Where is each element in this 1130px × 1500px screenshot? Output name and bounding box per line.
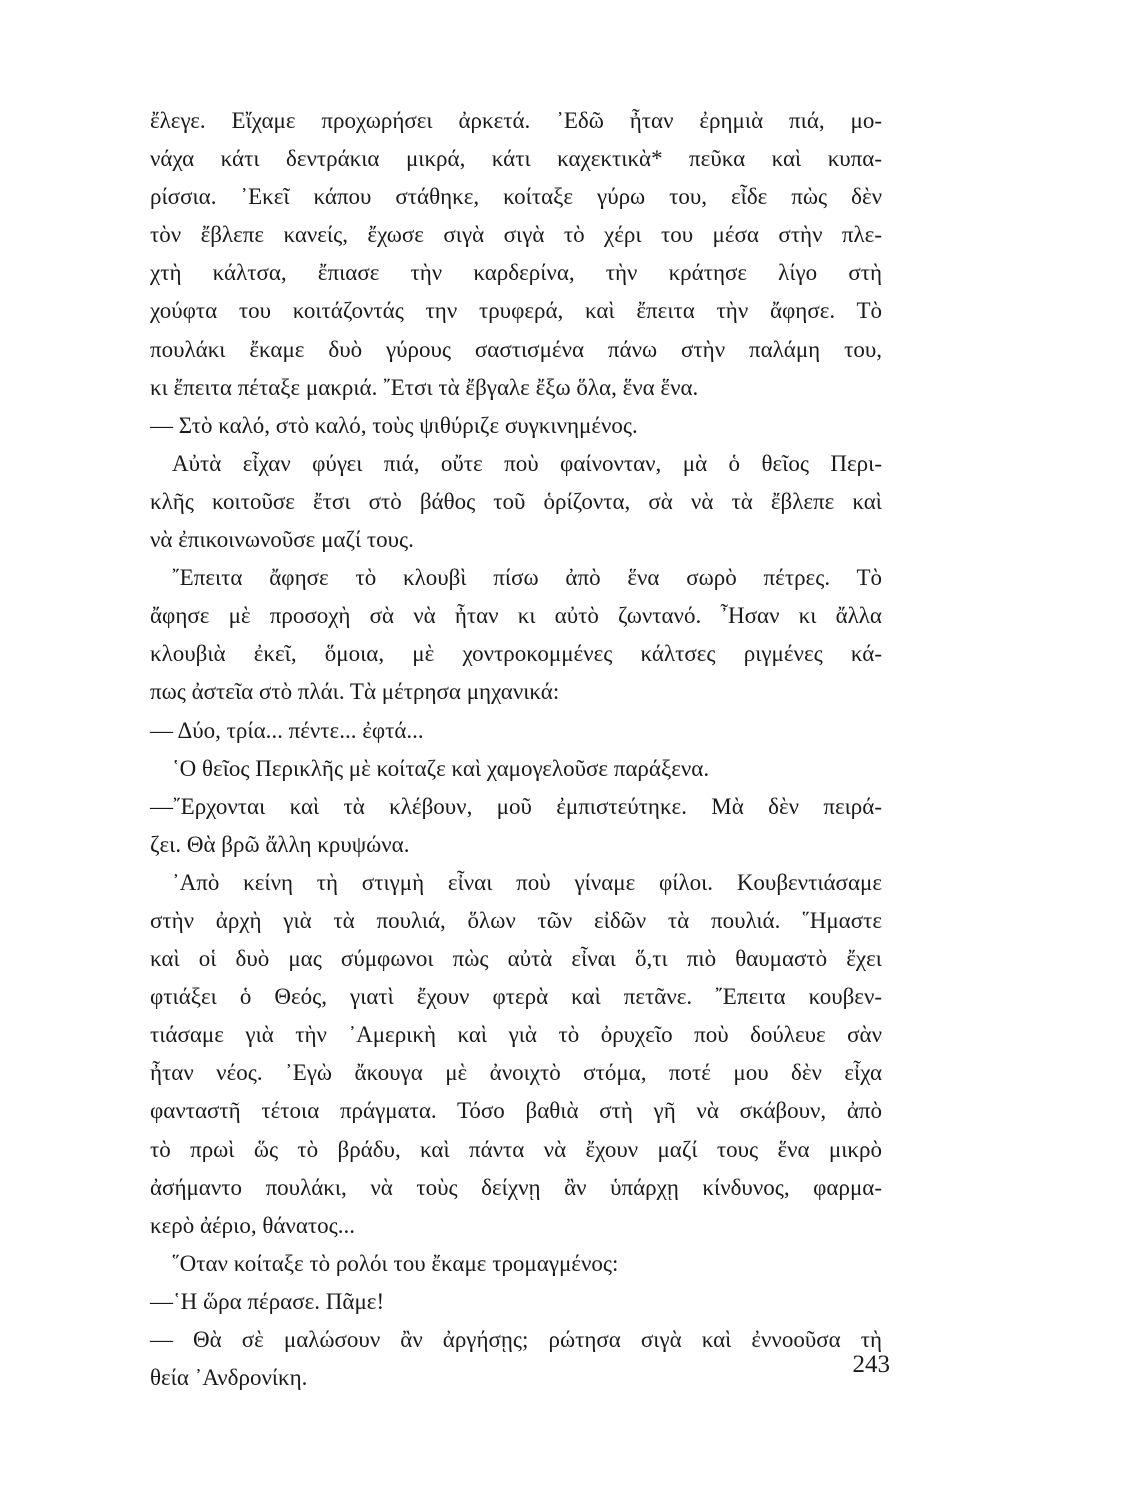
text-line: ζει. Θὰ βρῶ ἄλλη κρυψώνα. [150,831,410,857]
text-line: ῾Ο θεῖος Περικλῆς μὲ κοίταζε καὶ χαμογελοῦσε παράξενα. [172,755,710,781]
text-line: ἦταν νέος. ᾿Εγὼ ἄκουγα μὲ ἀνοιχτὸ στόμα, ποτέ μου δὲν εἶχα [150,1060,882,1086]
text-line: —῾Η ὥρα πέρασε. Πᾶμε! [150,1288,385,1314]
text-line: κλουβιὰ ἐκεῖ, ὅμοια, μὲ χοντροκομμένες κάλτσες ριγμένες κά- [150,641,882,667]
text-line: φτιάξει ὁ Θεός, γιατὶ ἔχουν φτερὰ καὶ πετᾶνε. ῎Επειτα κουβεν- [150,984,882,1010]
text-line: — Δύο, τρία... πέντε... ἐφτά... [150,717,424,743]
page-number: 243 [852,1351,890,1378]
text-line: κι ἔπειτα πέταξε μακριά. ῎Ετσι τὰ ἔβγαλε ἔξω ὅλα, ἕνα ἕνα. [150,374,699,400]
text-line: τὸν ἔβλεπε κανείς, ἔχωσε σιγὰ σιγὰ τὸ χέρι του μέσα στὴν πλε- [150,222,882,248]
text-line: — Θὰ σὲ μαλώσουν ἂν ἀργήσῃς; ρώτησα σιγὰ καὶ ἐννοοῦσα τὴ [150,1327,882,1352]
text-line: στὴν ἀρχὴ γιὰ τὰ πουλιά, ὅλων τῶν εἰδῶν τὰ πουλιά. ῞Ημαστε [150,907,882,933]
text-line: νάχα κάτι δεντράκια μικρά, κάτι καχεκτικὰ* πεῦκα καὶ κυπα- [150,146,882,172]
text-line: φανταστῆ τέτοια πράγματα. Τόσο βαθιὰ στὴ γῆ νὰ σκάβουν, ἀπὸ [150,1098,882,1124]
text-line: Αὐτὰ εἶχαν φύγει πιά, οὔτε ποὺ φαίνονταν, μὰ ὁ θεῖος Περι- [172,450,882,476]
text-line: κερὸ ἀέριο, θάνατος... [150,1212,355,1238]
text-line: — Στὸ καλό, στὸ καλό, τοὺς ψιθύριζε συγκινημένος. [150,412,638,438]
text-line: ἔλεγε. Εἴχαμε προχωρήσει ἀρκετά. ᾿Εδῶ ἦταν ἐρημιὰ πιά, μο- [150,108,882,133]
text-line: ἄφησε μὲ προσοχὴ σὰ νὰ ἦταν κι αὐτὸ ζωντανό. ῏Ησαν κι ἄλλα [150,603,882,629]
text-line: τιάσαμε γιὰ τὴν ᾿Αμερικὴ καὶ γιὰ τὸ ὀρυχεῖο ποὺ δούλευε σὰν [150,1022,882,1048]
text-line: ρίσσια. ᾿Εκεῖ κάπου στάθηκε, κοίταξε γύρω του, εἶδε πὼς δὲν [150,184,882,210]
text-line: τὸ πρωὶ ὥς τὸ βράδυ, καὶ πάντα νὰ ἔχουν μαζί τους ἕνα μικρὸ [150,1136,882,1162]
text-line: πουλάκι ἔκαμε δυὸ γύρους σαστισμένα πάνω στὴν παλάμη του, [150,336,882,362]
body-text [150,102,882,1397]
text-line: νὰ ἐπικοινωνοῦσε μαζί τους. [150,527,414,553]
text-line: ῞Οταν κοίταξε τὸ ρολόι του ἔκαμε τρομαγμένος: [172,1250,619,1276]
text-line: θεία ᾿Ανδρονίκη. [150,1365,308,1391]
text-line: καὶ οἱ δυὸ μας σύμφωνοι πὼς αὐτὰ εἶναι ὅ,τι πιὸ θαυμαστὸ ἔχει [150,946,882,972]
text-line: ῎Επειτα ἄφησε τὸ κλουβὶ πίσω ἀπὸ ἕνα σωρὸ πέτρες. Τὸ [172,565,882,591]
text-line: ᾿Απὸ κείνη τὴ στιγμὴ εἶναι ποὺ γίναμε φίλοι. Κουβεντιάσαμε [172,869,882,895]
text-line: χτὴ κάλτσα, ἔπιασε τὴν καρδερίνα, τὴν κράτησε λίγο στὴ [150,260,882,286]
text-line: πως ἀστεῖα στὸ πλάι. Τὰ μέτρησα μηχανικά: [150,679,560,705]
text-line: κλῆς κοιτοῦσε ἔτσι στὸ βάθος τοῦ ὁρίζοντα, σὰ νὰ τὰ ἔβλεπε καὶ [150,488,882,514]
text-line: χούφτα του κοιτάζοντάς την τρυφερά, καὶ ἔπειτα τὴν ἄφησε. Τὸ [150,298,882,324]
text-line: ἀσήμαντο πουλάκι, νὰ τοὺς δείχνῃ ἂν ὑπάρχῃ κίνδυνος, φαρμα- [150,1174,882,1200]
text-line: —῎Ερχονται καὶ τὰ κλέβουν, μοῦ ἐμπιστεύτηκε. Μὰ δὲν πειρά- [150,793,882,819]
